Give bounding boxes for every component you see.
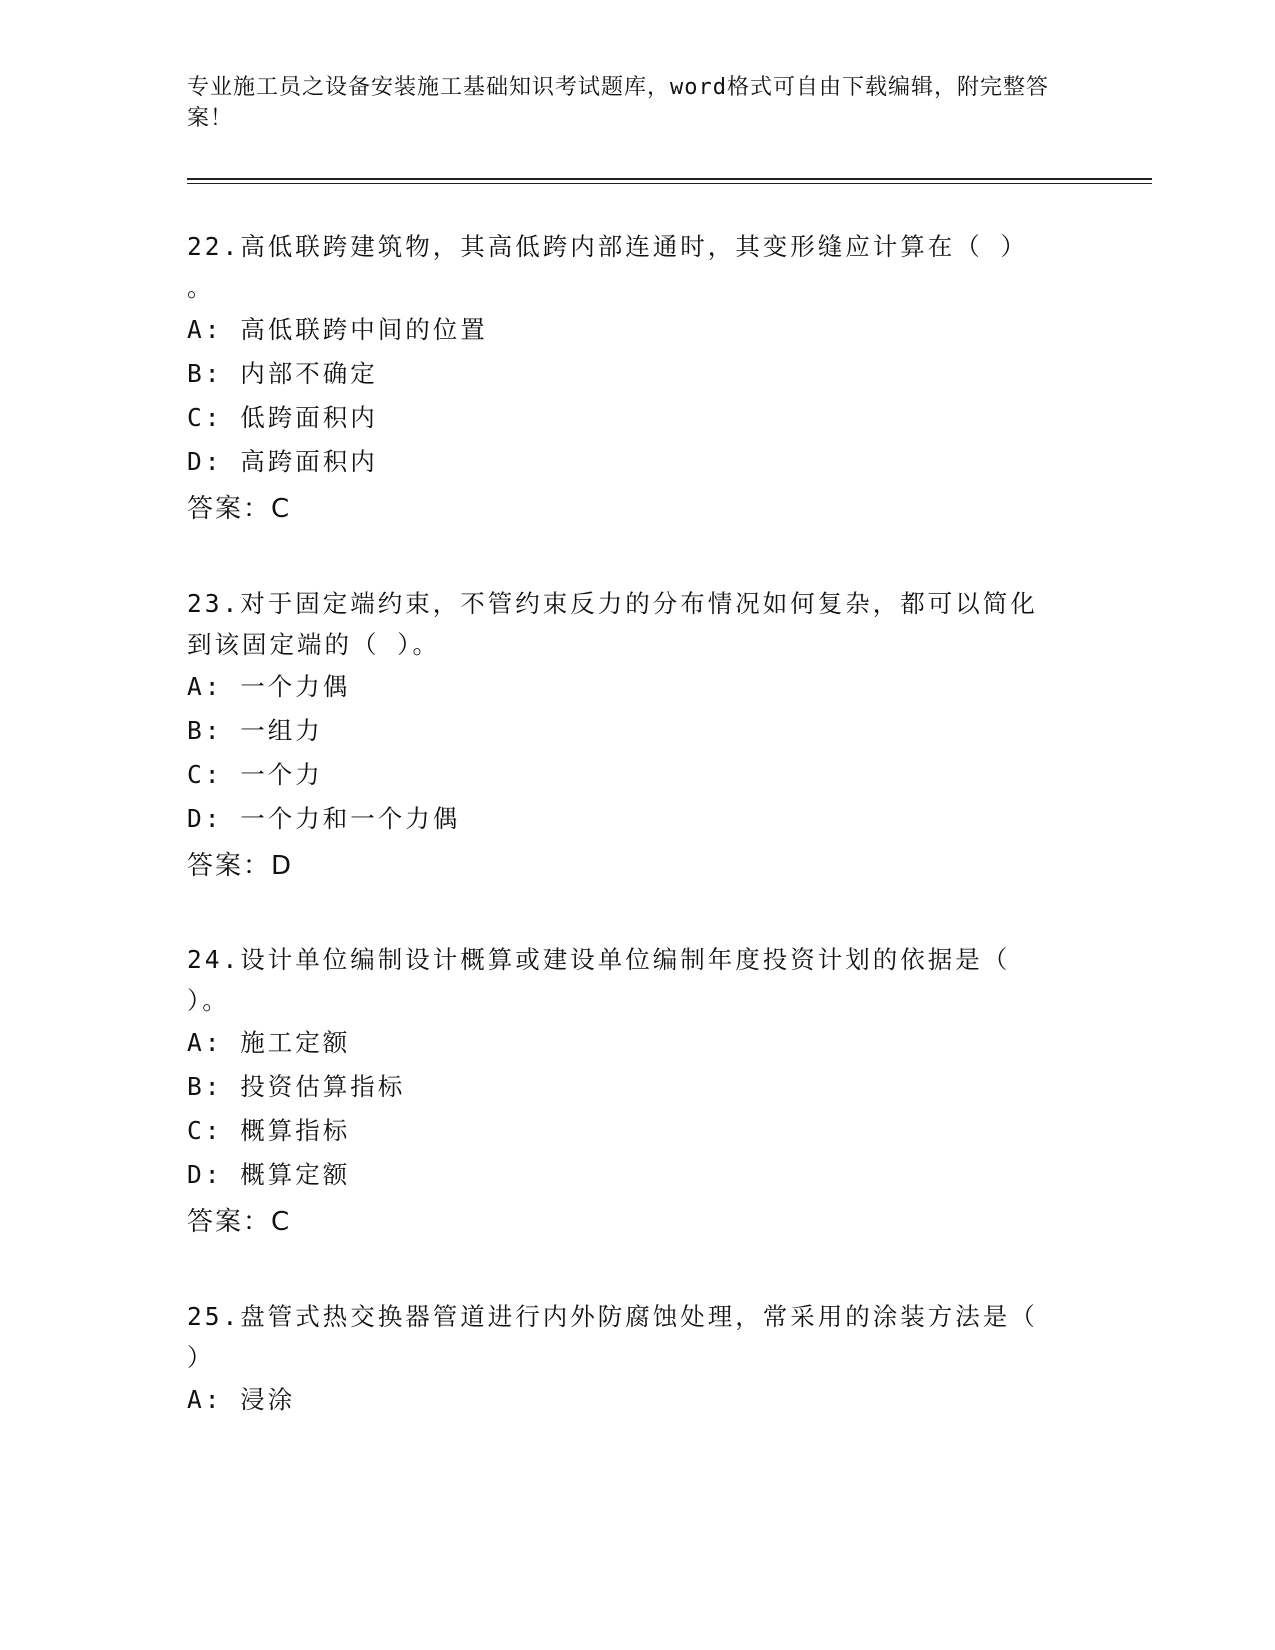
- question-22: [187, 226, 1082, 532]
- option-d: D: 一个力和一个力偶: [187, 804, 461, 833]
- header-divider-thin: [187, 183, 1152, 184]
- question-stem-line1: 23.对于固定端约束，不管约束反力的分布情况如何复杂，都可以简化: [187, 589, 1038, 618]
- answer-line: 答案：C: [187, 494, 292, 524]
- option-a: A: 施工定额: [187, 1028, 351, 1057]
- question-stem-line1: 24.设计单位编制设计概算或建设单位编制年度投资计划的依据是（: [187, 945, 1011, 974]
- question-23: [187, 583, 1082, 889]
- question-stem-line1: 25.盘管式热交换器管道进行内外防腐蚀处理，常采用的涂装方法是（: [187, 1302, 1038, 1331]
- option-b: B: 投资估算指标: [187, 1072, 406, 1101]
- option-d: D: 高跨面积内: [187, 447, 378, 476]
- option-a: A: 一个力偶: [187, 672, 351, 701]
- option-c: C: 低跨面积内: [187, 403, 378, 432]
- option-a: A: 浸涂: [187, 1385, 296, 1414]
- question-stem-line2: 。: [187, 273, 215, 302]
- header-divider-thick: [187, 178, 1152, 180]
- option-a: A: 高低联跨中间的位置: [187, 315, 488, 344]
- option-b: B: 一组力: [187, 716, 323, 745]
- question-stem-line2: ）。: [187, 986, 230, 1015]
- answer-line: 答案：C: [187, 1207, 292, 1237]
- question-stem-line1: 22.高低联跨建筑物，其高低跨内部连通时，其变形缝应计算在（ ）: [187, 232, 1028, 261]
- option-c: C: 一个力: [187, 760, 323, 789]
- question-stem-line2: ）: [187, 1343, 215, 1372]
- question-stem-line2: 到该固定端的（ ）。: [187, 630, 440, 659]
- option-b: B: 内部不确定: [187, 359, 378, 388]
- option-d: D: 概算定额: [187, 1160, 351, 1189]
- option-c: C: 概算指标: [187, 1116, 351, 1145]
- question-25: [187, 1296, 1082, 1422]
- question-24: [187, 939, 1082, 1245]
- document-header: 专业施工员之设备安装施工基础知识考试题库，word格式可自由下载编辑，附完整答案！: [187, 75, 1049, 131]
- answer-line: 答案：D: [187, 851, 294, 881]
